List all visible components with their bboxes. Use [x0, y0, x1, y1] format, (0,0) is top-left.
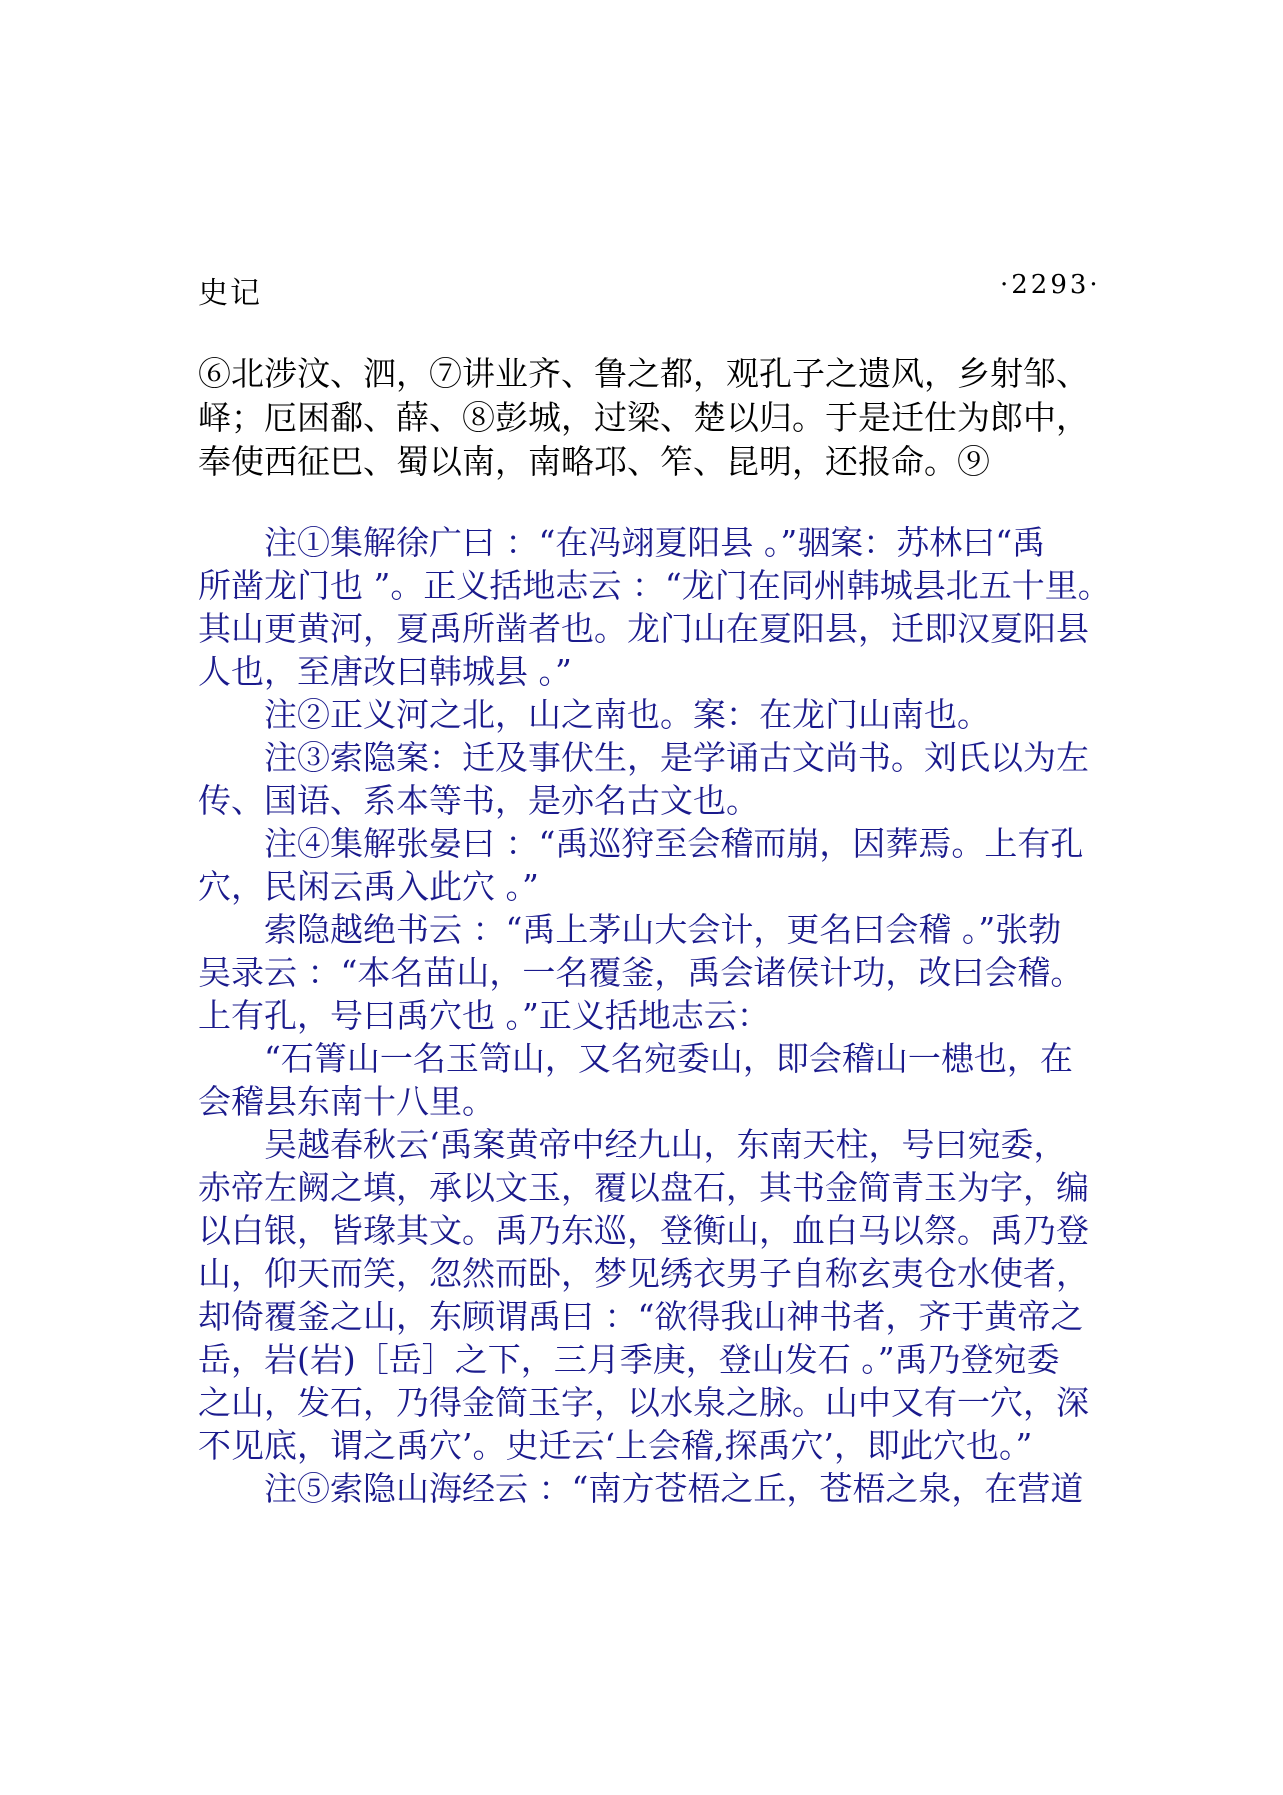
book-title: 史记 [198, 276, 262, 311]
note-line: 注②正义河之北，山之南也。案：在龙门山南也。 [198, 695, 990, 734]
note-line: 注③索隐案：迁及事伏生，是学诵古文尚书。刘氏以为左 [198, 738, 1089, 777]
note-line: 索隐越绝书云 ：“禹上茅山大会计，更名曰会稽 。”张勃 [198, 910, 1062, 949]
note-line: 人也，至唐改曰韩城县 。” [198, 652, 572, 691]
note-line: 却倚覆釜之山，东顾谓禹曰 ：“欲得我山神书者，齐于黄帝之 [198, 1297, 1084, 1336]
note-line: 其山更黄河，夏禹所凿者也。龙门山在夏阳县，迁即汉夏阳县 [198, 609, 1089, 648]
note-line: 注⑤索隐山海经云 ：“南方苍梧之丘，苍梧之泉，在营道 [198, 1469, 1084, 1508]
note-line: 之山，发石，乃得金简玉字，以水泉之脉。山中又有一穴，深 [198, 1383, 1089, 1422]
note-line: 山，仰天而笑，忽然而卧，梦见绣衣男子自称玄夷仓水使者， [198, 1254, 1089, 1293]
annotations [198, 521, 1111, 1510]
note-line: 不见底，谓之禹穴’。史迁云‘上会稽,探禹穴’，即此穴也。” [198, 1426, 1033, 1465]
note-line: 上有孔，号曰禹穴也 。”正义括地志云： [198, 996, 770, 1035]
note-line: 会稽县东南十八里。 [198, 1082, 495, 1121]
note-line: 吴录云 ：“本名苗山，一名覆釜，禹会诸侯计功，改曰会稽。 [198, 953, 1084, 992]
note-line: 所凿龙门也 ”。正义括地志云 ：“龙门在同州韩城县北五十里。 [198, 566, 1111, 605]
note-line: 注④集解张晏曰 ：“禹巡狩至会稽而崩，因葬焉。上有孔 [198, 824, 1084, 863]
main-text-line: 峄；厄困鄱、薛、⑧彭城，过梁、楚以归。于是迁仕为郎中， [198, 398, 1089, 437]
note-line: 传、国语、系本等书，是亦名古文也。 [198, 781, 759, 820]
note-line: 注①集解徐广曰 ：“在冯翊夏阳县 。”骃案：苏林曰“禹 [198, 523, 1046, 562]
page-number: ·2293· [1000, 270, 1101, 300]
note-line: 吴越春秋云‘禹案黄帝中经九山，东南天柱，号曰宛委， [198, 1125, 1067, 1164]
note-line: 穴，民闲云禹入此穴 。” [198, 867, 539, 906]
main-text-line: 奉使西征巴、蜀以南，南略邛、笮、昆明，还报命。⑨ [198, 442, 990, 481]
note-line: 赤帝左阙之填，承以文玉，覆以盘石，其书金简青玉为字，编 [198, 1168, 1089, 1207]
main-text-line: ⑥北涉汶、泗，⑦讲业齐、鲁之都，观孔子之遗风，乡射邹、 [198, 354, 1089, 393]
note-line: 以白银，皆瑑其文。禹乃东巡，登衡山，血白马以祭。禹乃登 [198, 1211, 1089, 1250]
main-text [198, 352, 1098, 484]
note-line: 岳，岩(岩)［岳］之下，三月季庚，登山发石 。”禹乃登宛委 [198, 1340, 1060, 1379]
note-line: “石箐山一名玉笥山，又名宛委山，即会稽山一槵也，在 [198, 1039, 1073, 1078]
